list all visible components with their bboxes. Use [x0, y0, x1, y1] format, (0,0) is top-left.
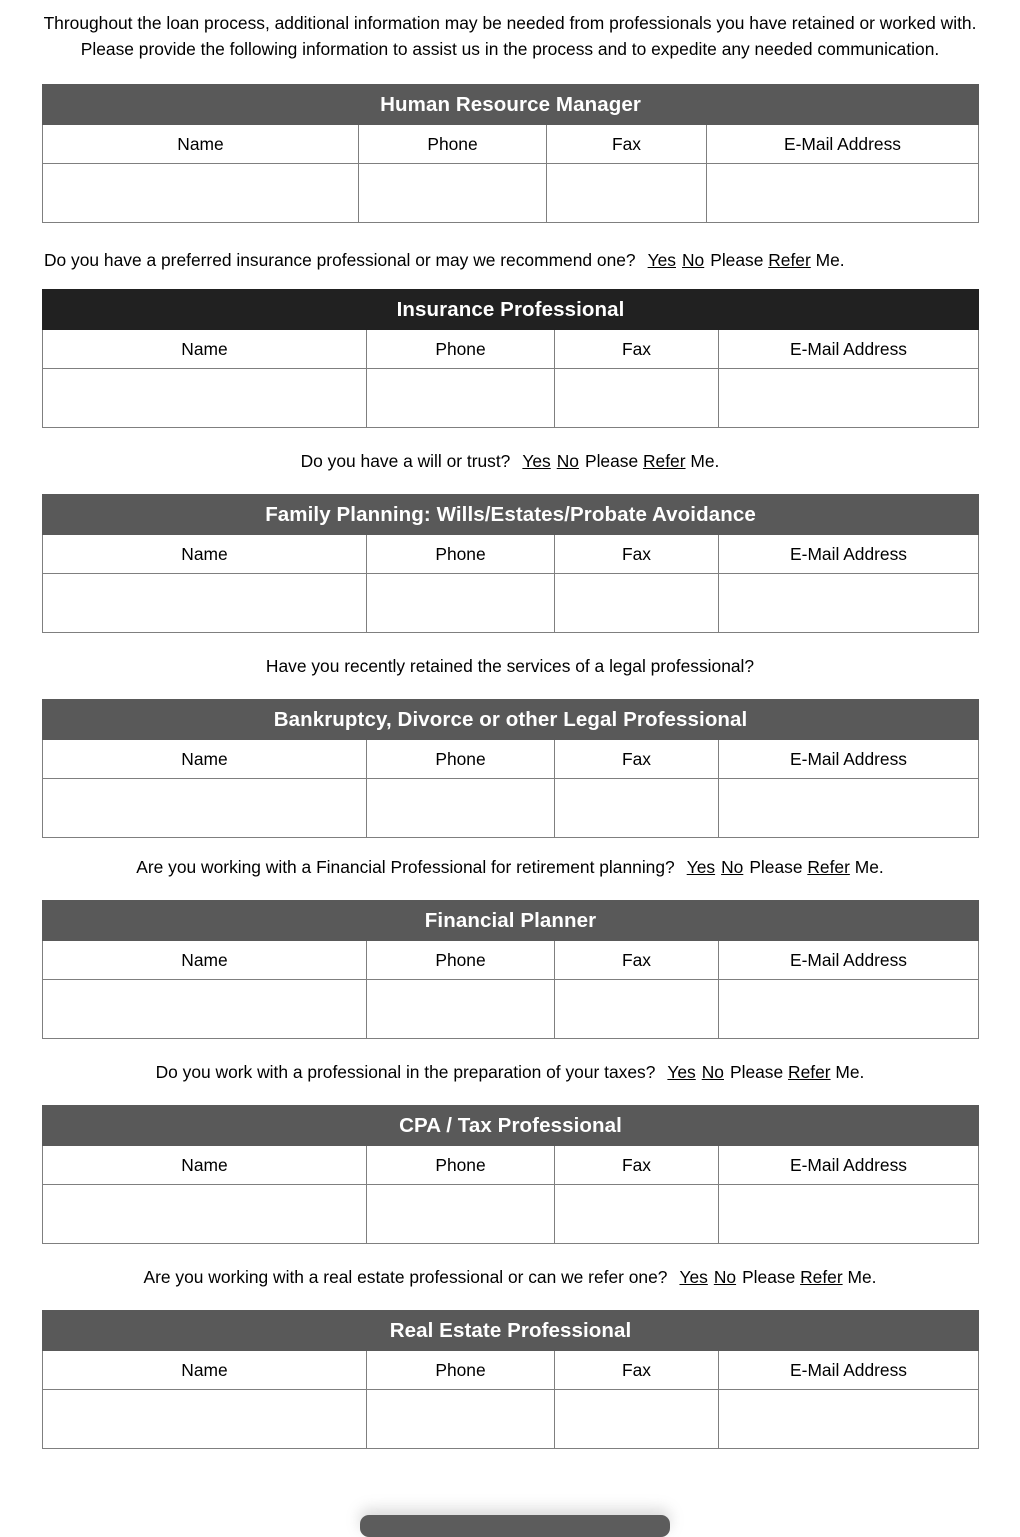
- entry-field-email[interactable]: [707, 164, 979, 223]
- me-label: Me.: [690, 451, 720, 471]
- table-title: CPA / Tax Professional: [43, 1106, 979, 1146]
- option-no[interactable]: No: [721, 857, 744, 877]
- column-header-fax: Fax: [555, 941, 719, 980]
- column-header-email: E-Mail Address: [719, 1146, 979, 1185]
- table-entry-row: [43, 1390, 979, 1449]
- entry-field-name[interactable]: [43, 779, 367, 838]
- entry-field-phone[interactable]: [359, 164, 547, 223]
- table-wrapper: [42, 289, 976, 428]
- column-header-name: Name: [43, 330, 367, 369]
- entry-field-phone[interactable]: [367, 369, 555, 428]
- question-insurance-professional: [0, 249, 1020, 271]
- table-header-row: [43, 740, 979, 779]
- entry-field-fax[interactable]: [547, 164, 707, 223]
- table-entry-row: [43, 980, 979, 1039]
- intro-paragraph: Throughout the loan process, additional information may be needed from professionals you have retained or worked with. Please provide the following information to assist us in the process and to expedite any needed communication.: [43, 13, 977, 59]
- section-family-planning: [0, 450, 1020, 633]
- entry-field-fax[interactable]: [555, 1390, 719, 1449]
- entry-field-fax[interactable]: [555, 574, 719, 633]
- column-header-name: Name: [43, 125, 359, 164]
- column-header-phone: Phone: [359, 125, 547, 164]
- table-title-row: [43, 495, 979, 535]
- column-header-email: E-Mail Address: [719, 740, 979, 779]
- entry-field-email[interactable]: [719, 574, 979, 633]
- contact-table: [42, 1105, 979, 1244]
- column-header-email: E-Mail Address: [719, 941, 979, 980]
- table-title: Insurance Professional: [43, 290, 979, 330]
- question-real-estate-professional: [0, 1266, 1020, 1288]
- option-no[interactable]: No: [681, 250, 705, 270]
- me-label: Me.: [835, 1062, 865, 1082]
- table-title-row: [43, 901, 979, 941]
- column-header-phone: Phone: [367, 1146, 555, 1185]
- column-header-phone: Phone: [367, 941, 555, 980]
- table-title-row: [43, 290, 979, 330]
- table-title: Human Resource Manager: [43, 85, 979, 125]
- table-title-row: [43, 700, 979, 740]
- entry-field-phone[interactable]: [367, 1185, 555, 1244]
- table-entry-row: [43, 1185, 979, 1244]
- section-financial-planner: [0, 856, 1020, 1039]
- please-label: Please: [749, 857, 803, 877]
- entry-field-name[interactable]: [43, 164, 359, 223]
- table-entry-row: [43, 779, 979, 838]
- refer-link[interactable]: Refer: [643, 451, 686, 471]
- option-yes[interactable]: Yes: [522, 451, 551, 471]
- refer-link[interactable]: Refer: [800, 1267, 843, 1287]
- option-yes[interactable]: Yes: [647, 250, 676, 270]
- question-prompt: Are you working with a Financial Professional for retirement planning?: [136, 857, 675, 877]
- column-header-name: Name: [43, 535, 367, 574]
- question-prompt: Do you have a will or trust?: [300, 451, 511, 471]
- option-no[interactable]: No: [556, 451, 579, 471]
- entry-field-fax[interactable]: [555, 1185, 719, 1244]
- entry-field-fax[interactable]: [555, 369, 719, 428]
- table-wrapper: [42, 494, 976, 633]
- table-entry-row: [43, 574, 979, 633]
- section-cpa-tax-professional: [0, 1061, 1020, 1244]
- table-header-row: [43, 941, 979, 980]
- section-human-resource-manager: [0, 84, 1020, 223]
- table-title-row: [43, 85, 979, 125]
- bottom-edge-bar[interactable]: [360, 1515, 670, 1537]
- please-label: Please: [742, 1267, 796, 1287]
- contact-table: [42, 1310, 979, 1449]
- column-header-fax: Fax: [555, 1146, 719, 1185]
- please-label: Please: [584, 451, 639, 471]
- entry-field-phone[interactable]: [367, 980, 555, 1039]
- me-label: Me.: [815, 250, 845, 270]
- entry-field-email[interactable]: [719, 1390, 979, 1449]
- table-wrapper: [42, 1310, 976, 1449]
- table-header-row: [43, 1351, 979, 1390]
- table-title: Bankruptcy, Divorce or other Legal Professional: [43, 700, 979, 740]
- column-header-phone: Phone: [367, 330, 555, 369]
- table-header-row: [43, 125, 979, 164]
- refer-link[interactable]: Refer: [768, 250, 811, 270]
- table-header-row: [43, 330, 979, 369]
- column-header-name: Name: [43, 941, 367, 980]
- column-header-fax: Fax: [555, 1351, 719, 1390]
- table-title-row: [43, 1311, 979, 1351]
- please-label: Please: [729, 1062, 784, 1082]
- column-header-fax: Fax: [555, 740, 719, 779]
- entry-field-name[interactable]: [43, 1390, 367, 1449]
- contact-table: [42, 84, 979, 223]
- refer-link[interactable]: Refer: [788, 1062, 831, 1082]
- question-prompt: Have you recently retained the services of a legal professional?: [265, 656, 755, 676]
- table-header-row: [43, 1146, 979, 1185]
- entry-field-phone[interactable]: [367, 1390, 555, 1449]
- column-header-email: E-Mail Address: [719, 535, 979, 574]
- entry-field-name[interactable]: [43, 980, 367, 1039]
- table-title: Family Planning: Wills/Estates/Probate Avoidance: [43, 495, 979, 535]
- option-no[interactable]: No: [713, 1267, 737, 1287]
- contact-table: [42, 900, 979, 1039]
- column-header-fax: Fax: [547, 125, 707, 164]
- section-real-estate-professional: [0, 1266, 1020, 1449]
- table-entry-row: [43, 369, 979, 428]
- entry-field-email[interactable]: [719, 1185, 979, 1244]
- entry-field-phone[interactable]: [367, 779, 555, 838]
- table-entry-row: [43, 164, 979, 223]
- option-yes[interactable]: Yes: [686, 857, 716, 877]
- refer-link[interactable]: Refer: [807, 857, 850, 877]
- entry-field-fax[interactable]: [555, 980, 719, 1039]
- column-header-email: E-Mail Address: [719, 1351, 979, 1390]
- option-yes[interactable]: Yes: [679, 1267, 708, 1287]
- question-cpa-tax-professional: [0, 1061, 1020, 1083]
- entry-field-email[interactable]: [719, 369, 979, 428]
- table-title-row: [43, 1106, 979, 1146]
- contact-table: [42, 289, 979, 428]
- column-header-fax: Fax: [555, 535, 719, 574]
- option-no[interactable]: No: [701, 1062, 724, 1082]
- question-family-planning: [0, 450, 1020, 472]
- question-legal-professional: [0, 655, 1020, 677]
- entry-field-email[interactable]: [719, 779, 979, 838]
- contact-table: [42, 699, 979, 838]
- column-header-name: Name: [43, 740, 367, 779]
- table-wrapper: [42, 1105, 976, 1244]
- table-title: Financial Planner: [43, 901, 979, 941]
- column-header-phone: Phone: [367, 740, 555, 779]
- column-header-name: Name: [43, 1146, 367, 1185]
- entry-field-name[interactable]: [43, 1185, 367, 1244]
- me-label: Me.: [854, 857, 884, 877]
- entry-field-phone[interactable]: [367, 574, 555, 633]
- question-financial-planner: [0, 856, 1020, 878]
- entry-field-fax[interactable]: [555, 779, 719, 838]
- column-header-email: E-Mail Address: [719, 330, 979, 369]
- question-prompt: Are you working with a real estate professional or can we refer one?: [143, 1267, 668, 1287]
- table-wrapper: [42, 699, 976, 838]
- column-header-phone: Phone: [367, 535, 555, 574]
- table-title: Real Estate Professional: [43, 1311, 979, 1351]
- question-prompt: Do you have a preferred insurance professional or may we recommend one?: [44, 250, 636, 270]
- table-wrapper: [42, 900, 976, 1039]
- table-wrapper: [42, 84, 976, 223]
- contact-table: [42, 494, 979, 633]
- column-header-name: Name: [43, 1351, 367, 1390]
- table-header-row: [43, 535, 979, 574]
- entry-field-name[interactable]: [43, 574, 367, 633]
- column-header-email: E-Mail Address: [707, 125, 979, 164]
- question-prompt: Do you work with a professional in the preparation of your taxes?: [155, 1062, 656, 1082]
- please-label: Please: [710, 250, 764, 270]
- me-label: Me.: [847, 1267, 877, 1287]
- entry-field-name[interactable]: [43, 369, 367, 428]
- column-header-phone: Phone: [367, 1351, 555, 1390]
- section-insurance-professional: [0, 249, 1020, 428]
- entry-field-email[interactable]: [719, 980, 979, 1039]
- column-header-fax: Fax: [555, 330, 719, 369]
- option-yes[interactable]: Yes: [667, 1062, 696, 1082]
- section-legal-professional: [0, 655, 1020, 838]
